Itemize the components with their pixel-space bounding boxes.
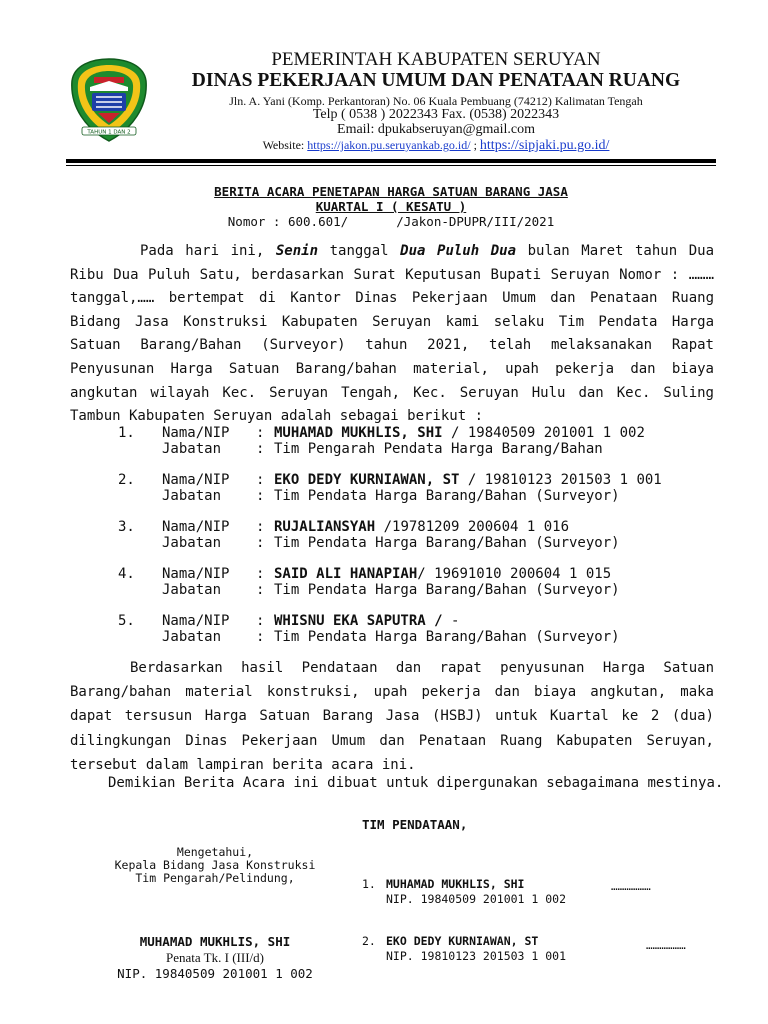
- member-jabatan: Tim Pendata Harga Barang/Bahan (Surveyor): [274, 629, 620, 645]
- member-number: 4.: [118, 566, 135, 582]
- letterhead-email: Email: dpukabseruyan@gmail.com: [337, 122, 535, 137]
- signature-line: ………………: [646, 939, 686, 952]
- signer-name: MUHAMAD MUKHLIS, SHI: [386, 877, 525, 891]
- document-title: BERITA ACARA PENETAPAN HARGA SATUAN BARANG JASA: [214, 184, 568, 199]
- para1-text-c: bulan Maret tahun Dua Ribu Dua Puluh Satu, berdasarkan Surat Keputusan Bupati Seruyan Nomor : ………tanggal,…… bertempat di Kantor Dinas Pekerjaan Umum dan Penataan Ruang Bidang Jasa Konstruksi Kabupaten Seruyan kami selaku Tim Pendata Harga Satuan Barang/Bahan (Surveyor) tahun 2021, telah melaksanakan Rapat Penyusunan Harga Satuan Barang/bahan material, upah pekerja dan biaya angkutan wilayah Kec. Seruyan Tengah, Kec. Seruyan Hulu dan Kec. Suling Tambun Kabupaten Seruyan adalah sebagai berikut :: [70, 243, 715, 425]
- nama-label: Nama/NIP: [162, 519, 230, 535]
- regency-logo-icon: [68, 57, 150, 143]
- website-link-jakon[interactable]: https://jakon.pu.seruyankab.go.id/: [307, 138, 471, 152]
- head-name: MUHAMAD MUKHLIS, SHI: [139, 934, 291, 949]
- team-heading: TIM PENDATAAN,: [362, 817, 468, 832]
- colon: :: [256, 441, 265, 457]
- nomor-suffix: /Jakon-DPUPR/III/2021: [396, 214, 555, 229]
- nama-label: Nama/NIP: [162, 566, 230, 582]
- head-nip: NIP. 19840509 201001 1 002: [117, 966, 313, 981]
- member-name: MUHAMAD MUKHLIS, SHI: [274, 425, 443, 441]
- member-nip: /19781209 200604 1 016: [375, 519, 570, 535]
- member-entry: [118, 472, 718, 504]
- member-entry: [118, 519, 718, 551]
- letterhead-government: PEMERINTAH KABUPATEN SERUYAN: [271, 49, 601, 70]
- logo-text: TAHUN 1 DAN 2: [87, 129, 131, 136]
- member-name: SAID ALI HANAPIAH: [274, 566, 418, 582]
- document-subtitle: KUARTAL I ( KESATU ): [315, 199, 467, 214]
- signer-nip: NIP. 19810123 201503 1 001: [386, 949, 567, 963]
- head-rank: Penata Tk. I (III/d): [166, 950, 264, 965]
- signer-number: 1.: [362, 877, 376, 891]
- member-nip: / 19691010 200604 1 015: [417, 566, 612, 582]
- colon: :: [256, 582, 265, 598]
- para1-text-b: tanggal: [318, 243, 401, 259]
- colon: :: [256, 566, 265, 582]
- letterhead-phone: Telp ( 0538 ) 2022343 Fax. (0538) 2022343: [312, 107, 560, 122]
- colon: :: [256, 425, 265, 441]
- tim-pengarah-label: Tim Pengarah/Pelindung,: [135, 871, 295, 885]
- colon: :: [256, 629, 265, 645]
- member-jabatan: Tim Pengarah Pendata Harga Barang/Bahan: [274, 441, 603, 457]
- website-label: Website:: [262, 138, 305, 152]
- nama-label: Nama/NIP: [162, 425, 230, 441]
- opening-paragraph: [70, 240, 714, 429]
- acknowledgement-block: [100, 846, 330, 885]
- nama-label: Nama/NIP: [162, 472, 230, 488]
- member-nip: -: [451, 613, 460, 629]
- team-signer: [362, 934, 692, 964]
- colon: :: [256, 488, 265, 504]
- para1-day: Senin: [275, 243, 319, 259]
- website-link-sipjaki[interactable]: https://sipjaki.pu.go.id/: [479, 138, 610, 153]
- member-jabatan: Tim Pendata Harga Barang/Bahan (Surveyor): [274, 582, 620, 598]
- document-number: [66, 214, 716, 229]
- member-entry: [118, 566, 718, 598]
- member-jabatan: Tim Pendata Harga Barang/Bahan (Surveyor): [274, 488, 620, 504]
- letterhead-office: DINAS PEKERJAAN UMUM DAN PENATAAN RUANG: [191, 70, 681, 91]
- kepala-label: Kepala Bidang Jasa Konstruksi: [114, 858, 316, 872]
- colon: :: [256, 519, 265, 535]
- colon: :: [256, 472, 265, 488]
- letterhead-rule-thick: [66, 159, 716, 163]
- signer-name: EKO DEDY KURNIAWAN, ST: [386, 934, 539, 948]
- letterhead-address: Jln. A. Yani (Komp. Perkantoran) No. 06 Kuala Pembuang (74212) Kalimatan Tengah: [229, 94, 643, 108]
- member-number: 2.: [118, 472, 135, 488]
- nomor-prefix: Nomor : 600.601/: [227, 214, 349, 229]
- jabatan-label: Jabatan: [162, 582, 222, 598]
- jabatan-label: Jabatan: [162, 535, 222, 551]
- jabatan-label: Jabatan: [162, 629, 222, 645]
- member-number: 3.: [118, 519, 135, 535]
- jabatan-label: Jabatan: [162, 488, 222, 504]
- member-entry: [118, 425, 718, 457]
- member-nip: / 19810123 201503 1 001: [459, 472, 662, 488]
- signature-line: ………………: [611, 880, 651, 893]
- result-paragraph: Berdasarkan hasil Pendataan dan rapat penyusunan Harga Satuan Barang/bahan material konstruksi, upah pekerja dan biaya angkutan, maka dapat tersusun Harga Satuan Barang Jasa (HSBJ) untuk Kuartal ke 2 (dua) dilingkungan Dinas Pekerjaan Umum dan Penataan Ruang Kabupaten Seruyan, tersebut dalam lampiran berita acara ini.: [70, 660, 714, 773]
- mengetahui-label: Mengetahui,: [176, 845, 254, 859]
- colon: :: [256, 613, 265, 629]
- member-jabatan: Tim Pendata Harga Barang/Bahan (Surveyor): [274, 535, 620, 551]
- member-name: RUJALIANSYAH: [274, 519, 376, 535]
- member-name: EKO DEDY KURNIAWAN, ST: [274, 472, 460, 488]
- para1-date: Dua Puluh Dua: [400, 243, 517, 259]
- letterhead-website: [160, 138, 712, 154]
- letterhead-rule-thin: [66, 165, 716, 166]
- nama-label: Nama/NIP: [162, 613, 230, 629]
- member-number: 5.: [118, 613, 135, 629]
- member-name: WHISNU EKA SAPUTRA /: [274, 613, 452, 629]
- signer-nip: NIP. 19840509 201001 1 002: [386, 892, 567, 906]
- website-separator: ;: [473, 138, 477, 152]
- member-nip: / 19840509 201001 1 002: [442, 425, 645, 441]
- closing-paragraph: Demikian Berita Acara ini dibuat untuk dipergunakan sebagaimana mestinya.: [108, 775, 724, 791]
- signer-number: 2.: [362, 934, 376, 948]
- jabatan-label: Jabatan: [162, 441, 222, 457]
- colon: :: [256, 535, 265, 551]
- member-entry: [118, 613, 718, 645]
- head-signature-block: [100, 934, 330, 982]
- para1-text-a: Pada hari ini,: [140, 243, 276, 259]
- member-number: 1.: [118, 425, 135, 441]
